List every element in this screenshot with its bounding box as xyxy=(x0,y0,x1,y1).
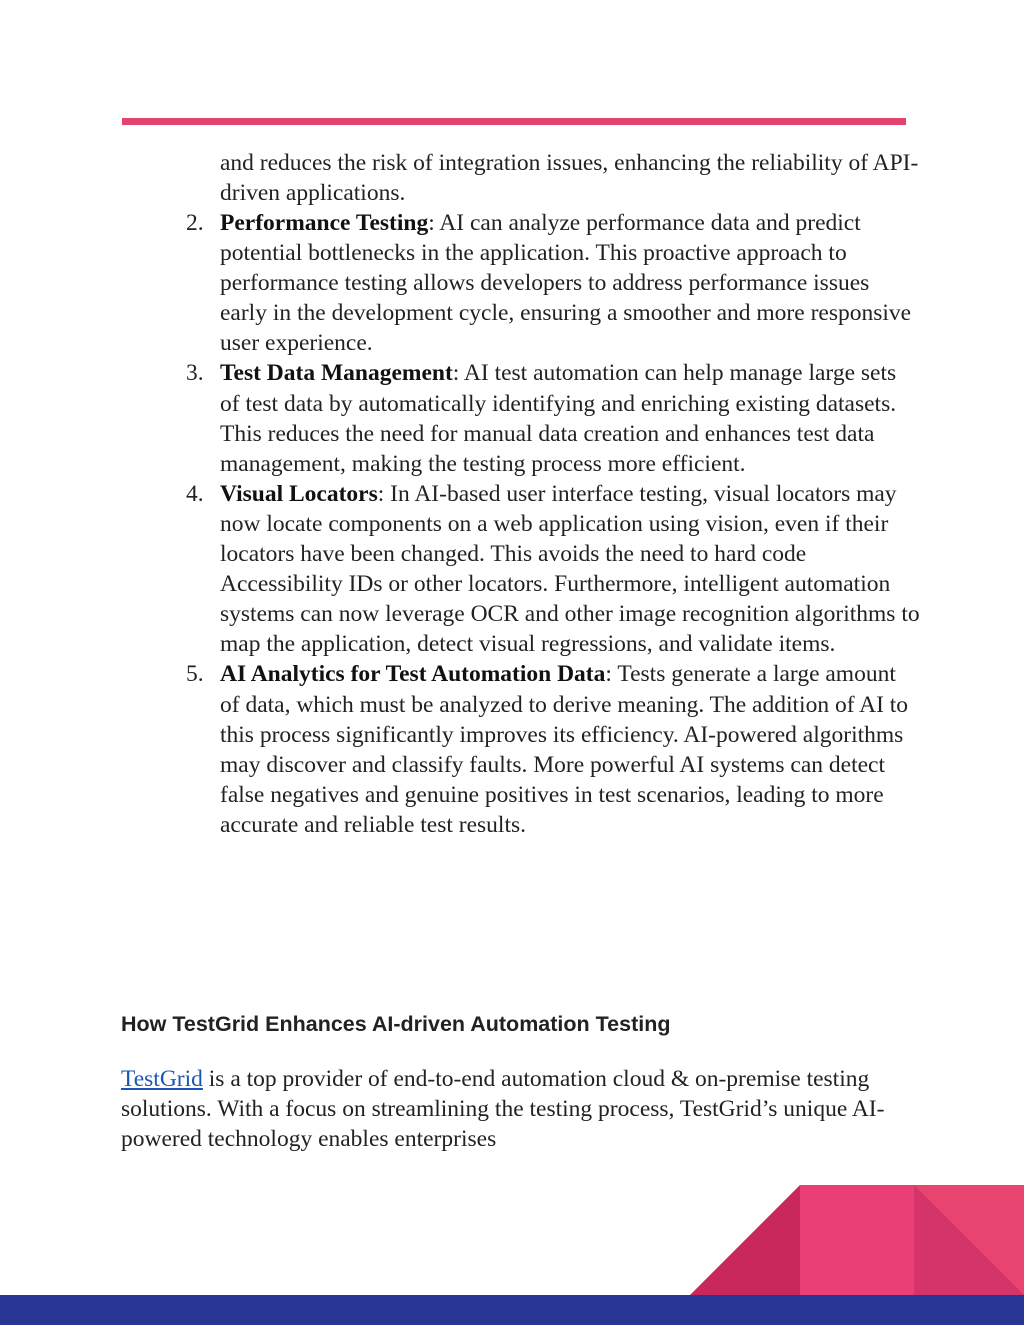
list-item-text: : AI test automation can help manage large sets of test data by automatically identifying and enriching existing datasets. This reduces the need for manual data creation and enhances test data management, making the testing process more efficient. xyxy=(220,360,897,477)
testgrid-link[interactable]: TestGrid xyxy=(121,1066,203,1092)
list-number: 5 . xyxy=(186,659,204,689)
list-item-title: Performance Testing xyxy=(220,210,429,236)
list-item-title: Test Data Management xyxy=(220,360,453,387)
list-number: 2 . xyxy=(186,208,204,238)
testgrid-intro-paragraph xyxy=(121,1064,921,1154)
list-number: 3 . xyxy=(186,358,204,388)
feature-list xyxy=(186,208,920,840)
list-item xyxy=(186,479,920,660)
continuation-paragraph: and reduces the risk of integration issues, enhancing the reliability of API-driven applications. xyxy=(220,150,919,207)
section-heading: How TestGrid Enhances AI-driven Automation Testing xyxy=(121,1012,671,1036)
top-accent-rule xyxy=(122,118,906,125)
list-item-text: : Tests generate a large amount of data, which must be analyzed to derive meaning. The addition of AI to this process significantly improves its efficiency. AI-powered algorithms may discover and classify faults. More powerful AI systems can detect false negatives and genuine positives in test scenarios, leading to more accurate and reliable test results. xyxy=(220,661,909,838)
list-item xyxy=(186,208,920,358)
intro-text: is a top provider of end-to-end automation cloud & on-premise testing solutions. With a focus on streamlining the testing process, TestGrid’s unique AI-powered technology enables enterprises xyxy=(121,1066,885,1153)
list-number: 4 . xyxy=(186,479,204,509)
list-item-title: Visual Locators xyxy=(220,480,378,507)
list-item xyxy=(186,358,920,478)
footer-bar xyxy=(0,1295,1024,1325)
list-item-text: : In AI-based user interface testing, visual locators may now locate components on a web application using vision, even if their locators have been changed. This avoids the need to hard code Accessibility IDs or other locators. Furthermore, intelligent automation systems can now leverage OCR and other image recognition algorithms to map the application, detect visual regressions, and validate items. xyxy=(220,480,920,658)
list-item-title: AI Analytics for Test Automation Data xyxy=(220,661,606,688)
list-item xyxy=(186,659,920,840)
list-item-text: : AI can analyze performance data and predict potential bottlenecks in the application. This proactive approach to performance testing allows developers to address performance issues early in the development cycle, ensuring a smoother and more responsive user experience. xyxy=(220,210,912,357)
